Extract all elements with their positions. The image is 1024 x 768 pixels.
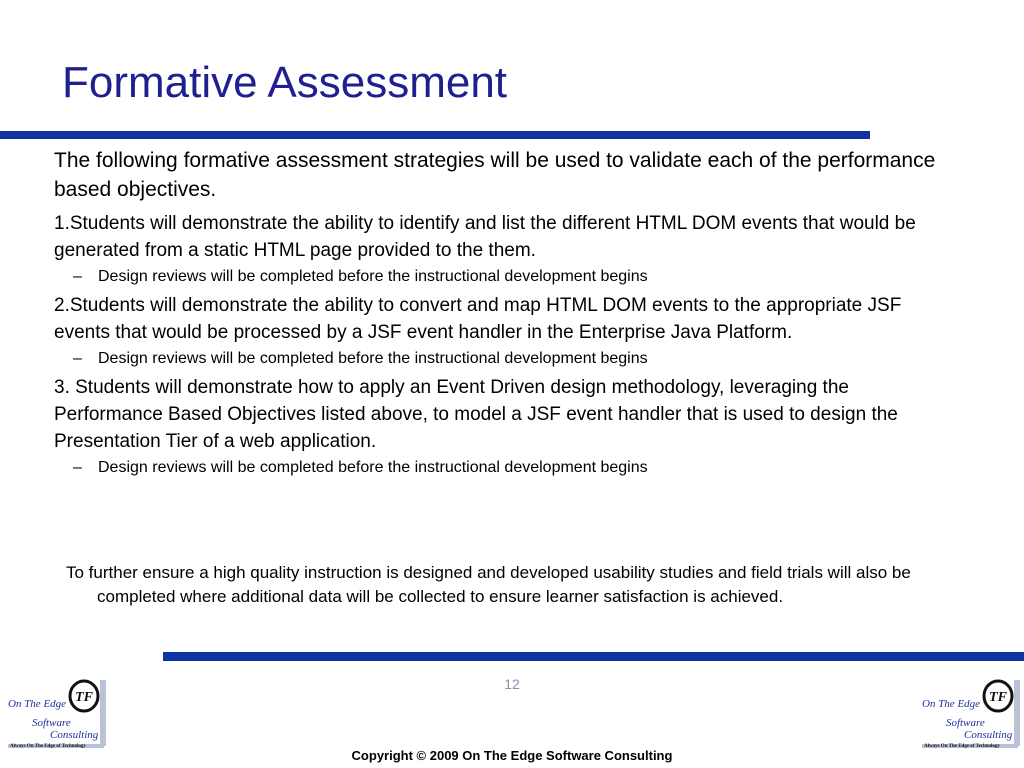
svg-text:On The Edge: On The Edge xyxy=(8,698,67,710)
company-logo-right xyxy=(918,676,1022,750)
bottom-divider-bar xyxy=(163,652,1024,661)
svg-text:Consulting: Consulting xyxy=(50,729,99,741)
objective-1: 1.Students will demonstrate the ability to identify and list the different HTML DOM events that would be generated from a static HTML page provided to the them. xyxy=(54,213,916,261)
svg-text:Always On The Edge of Technolo: Always On The Edge of Technology xyxy=(10,744,86,749)
slide-title: Formative Assessment xyxy=(62,58,508,107)
company-logo-icon xyxy=(918,676,1022,750)
svg-text:Software: Software xyxy=(32,717,71,729)
objective-1-sub-text: Design reviews will be completed before the instructional development begins xyxy=(98,268,648,285)
svg-text:Consulting: Consulting xyxy=(964,729,1013,741)
svg-text:On The Edge: On The Edge xyxy=(922,698,981,710)
objective-2: 2.Students will demonstrate the ability to convert and map HTML DOM events to the appropriate JSF events that would be processed by a JSF event handler in the Enterprise Java Platform. xyxy=(54,295,902,343)
objective-1-sub-bullet xyxy=(73,266,959,288)
svg-text:Always On The Edge of Technolo: Always On The Edge of Technology xyxy=(924,744,1000,749)
svg-text:TF: TF xyxy=(75,690,93,705)
svg-text:Software: Software xyxy=(946,717,985,729)
svg-text:TF: TF xyxy=(989,690,1007,705)
dash-bullet-icon: – xyxy=(73,350,82,367)
objective-3: 3. Students will demonstrate how to apply an Event Driven design methodology, leveraging the Performance Based Objectives listed above, to model a JSF event handler that is used to design the Presentation Tier of a web application. xyxy=(54,377,898,452)
intro-text: The following formative assessment strategies will be used to validate each of the performance based objectives. xyxy=(54,149,936,201)
objective-3-sub-bullet xyxy=(73,457,959,479)
dash-bullet-icon: – xyxy=(73,459,82,476)
closing-paragraph: To further ensure a high quality instruction is designed and developed usability studies and field trials will also be completed where additional data will be collected to ensure learner satisfaction is achieved. xyxy=(66,563,911,606)
objective-3-sub-text: Design reviews will be completed before the instructional development begins xyxy=(98,459,648,476)
page-number: 12 xyxy=(504,676,520,692)
slide-body xyxy=(54,146,959,483)
copyright-footer: Copyright © 2009 On The Edge Software Consulting xyxy=(351,748,673,763)
company-logo-icon xyxy=(4,676,108,750)
objective-2-sub-bullet xyxy=(73,348,959,370)
dash-bullet-icon: – xyxy=(73,268,82,285)
company-logo-left xyxy=(4,676,108,750)
top-divider-bar xyxy=(0,131,870,139)
objective-2-sub-text: Design reviews will be completed before the instructional development begins xyxy=(98,350,648,367)
